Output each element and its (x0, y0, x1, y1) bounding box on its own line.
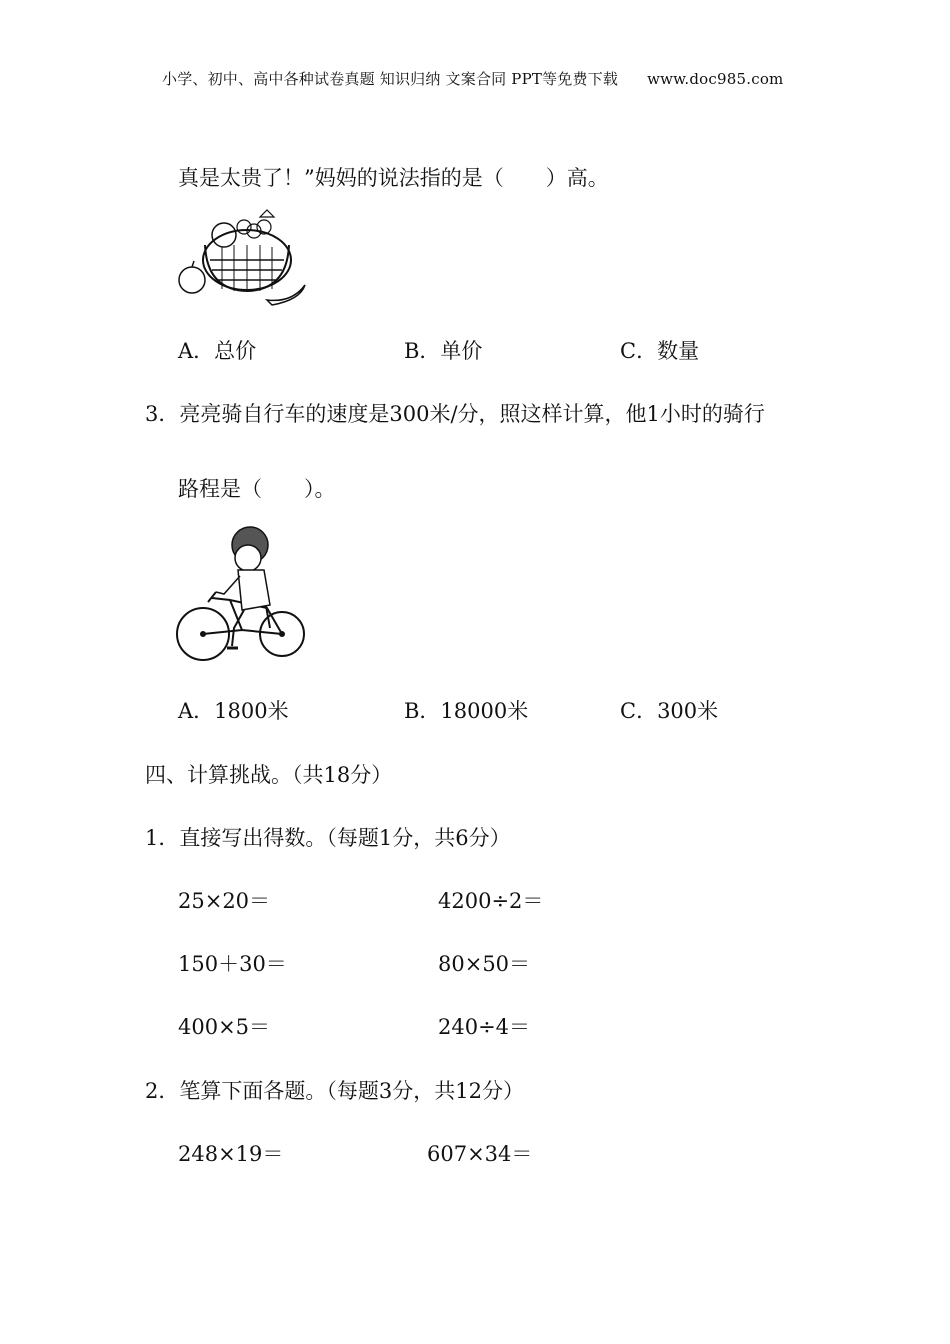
calc-item: 400×5＝ (178, 1015, 271, 1039)
q2-option-a: A．总价 (178, 339, 257, 363)
fruit-basket-illustration (172, 205, 312, 315)
section4-q2-title: 2．笔算下面各题。（每题3分，共12分） (145, 1079, 524, 1103)
section4-title: 四、计算挑战。（共18分） (145, 763, 393, 787)
q3-option-c: C．300米 (620, 699, 719, 723)
header-url: www.doc985.com (647, 70, 784, 88)
header-text: 小学、初中、高中各种试卷真题 知识归纳 文案合同 PPT等免费下载 (162, 70, 619, 88)
written-calc-item: 248×19＝ (178, 1142, 284, 1166)
q2-option-c: C．数量 (620, 339, 700, 363)
page-header (162, 68, 783, 89)
q3-option-b: B．18000米 (404, 699, 529, 723)
calc-item: 80×50＝ (438, 952, 531, 976)
section4-q1-title: 1．直接写出得数。（每题1分，共6分） (145, 826, 511, 850)
written-calc-item: 607×34＝ (427, 1142, 533, 1166)
q2-continuation: 真是太贵了！”妈妈的说法指的是（ ）高。 (178, 166, 609, 190)
calc-item: 240÷4＝ (438, 1015, 531, 1039)
boy-bicycle-illustration (172, 520, 312, 665)
calc-item: 4200÷2＝ (438, 889, 544, 913)
q3-line2: 路程是（ ）。 (178, 477, 336, 501)
q3-line1: 3．亮亮骑自行车的速度是300米/分，照这样计算，他1小时的骑行 (145, 402, 765, 426)
calc-item: 25×20＝ (178, 889, 271, 913)
q3-option-a: A．1800米 (178, 699, 289, 723)
calc-item: 150＋30＝ (178, 952, 287, 976)
q2-option-b: B．单价 (404, 339, 483, 363)
